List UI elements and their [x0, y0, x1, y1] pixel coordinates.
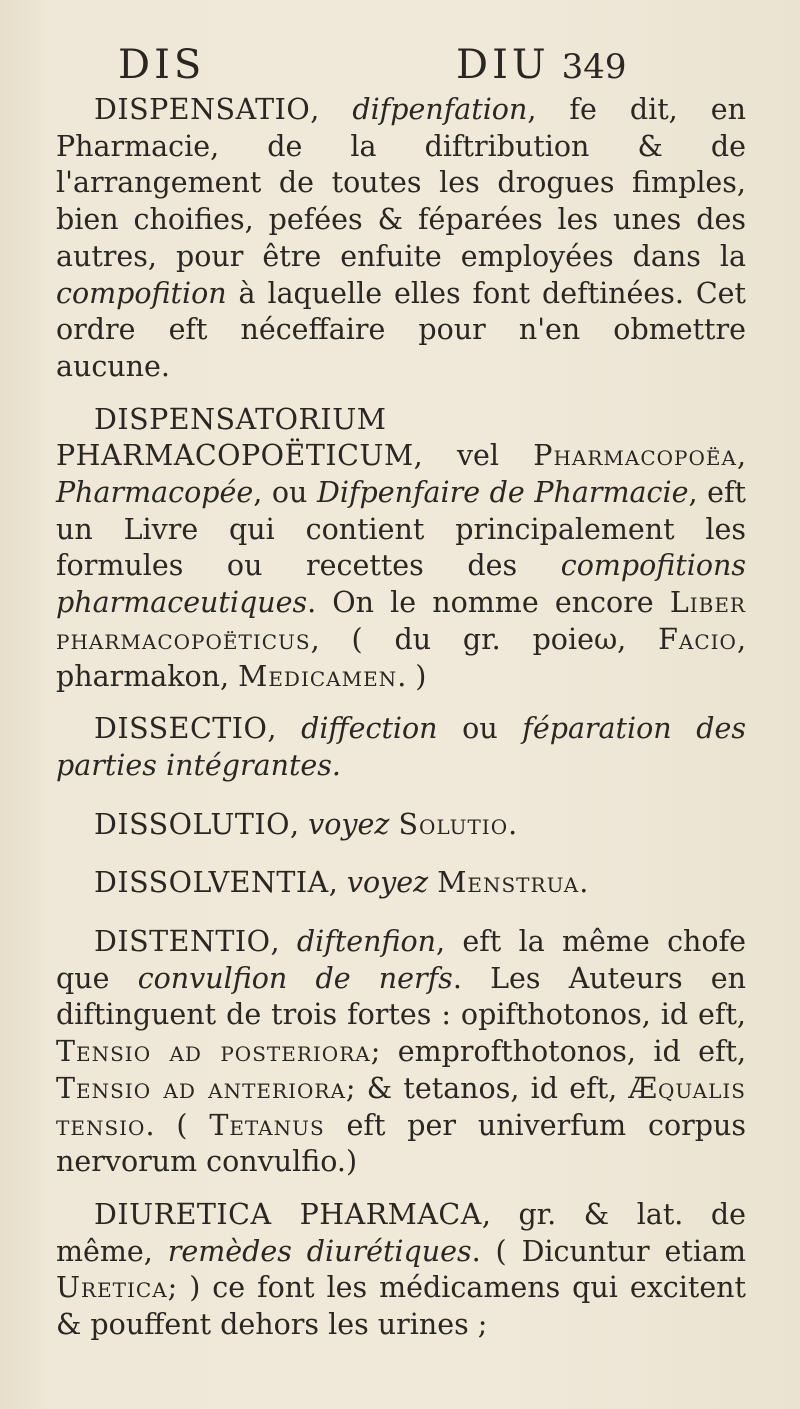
headword: DISTENTIO — [94, 925, 271, 959]
entry-dissolutio: DISSOLUTIO, voyez Solutio. — [94, 807, 518, 841]
entry-dispensatorium: DISPENSATORIUM PHARMACOPOËTICUM, vel Pharmacopoëa, Pharmacopée, ou Difpenfaire de Pharmacie, eft un Livre qui contient principalement les formules ou recettes des compofitions pharmaceutiques. On le nomme encore Liber pharmacopoëticus, ( du gr. poieω, Facio, pharmakon, Medicamen. ) — [56, 402, 746, 693]
running-head — [118, 42, 658, 92]
running-head-right — [456, 42, 627, 88]
italic-term: Difpenfaire de Pharmacie — [316, 476, 689, 510]
italic-term: difpenfation — [352, 93, 528, 126]
entry-distentio: DISTENTIO, diftenfion, eft la même chofe que convulfion de nerfs. Les Auteurs en diftinguent de trois fortes : opifthotonos, id eft, Tensio ad posteriora; emprofthotonos, id eft, Tensio ad anteriora; & tetanos, id eft, Æqualis tensio. ( Tetanus eft per univerfum corpus nervorum convulfio.) — [56, 925, 747, 1179]
headword: DISSOLVENTIA — [94, 866, 329, 900]
headword: DISPENSATORIUM PHARMACOPOËTICUM — [56, 402, 414, 473]
italic-term: diftenfion — [296, 925, 437, 959]
small-caps-term: Tensio ad anteriora — [56, 1071, 346, 1105]
italic-term: compofitions pharmaceutiques — [56, 549, 746, 620]
entry-dissolventia: DISSOLVENTIA, voyez Menstrua. — [94, 866, 589, 900]
small-caps-term: Liber pharmacopoëticus — [56, 586, 746, 656]
headword: DISSOLUTIO — [94, 807, 291, 841]
entry-diuretica: DIURETICA PHARMACA, gr. & lat. de même, remèdes diurétiques. ( Dicuntur etiam Uretica; ) ce font les médicamens qui excitent & pouffent dehors les urines ; — [56, 1197, 746, 1342]
italic-term: Pharmacopée — [56, 476, 254, 510]
entry-dissectio: DISSECTIO, diffection ou féparation des parties intégrantes. — [56, 712, 746, 782]
small-caps-term: Medicamen — [238, 659, 398, 693]
italic-term: voyez — [308, 807, 390, 841]
running-head-right-word: DIU — [456, 42, 550, 88]
dictionary-column — [56, 92, 746, 1360]
italic-term: convulfion de nerfs — [137, 961, 453, 995]
small-caps-term: Menstrua — [437, 866, 580, 900]
small-caps-term: Pharmacopoëa — [533, 439, 737, 473]
page-number: 349 — [561, 47, 627, 87]
small-caps-term: Uretica — [56, 1271, 168, 1305]
italic-term: féparation des parties intégrantes. — [56, 712, 746, 782]
italic-term: compofition — [56, 276, 227, 310]
italic-term: remèdes diurétiques — [167, 1234, 472, 1268]
italic-term: voyez — [346, 866, 429, 900]
small-caps-term: Æqualis tensio — [56, 1071, 746, 1142]
small-caps-term: Solutio — [398, 807, 509, 841]
entry-dispensatio: DISPENSATIO, difpenfation, fe dit, en Pharmacie, de la diftribution & de l'arrangement de toutes les drogues fimples, bien choifies, pefées & féparées les unes des autres, pour être enfuite employées dans la compofition à laquelle elles font deftinées. Cet ordre eft néceffaire pour n'en obmettre aucune. — [56, 93, 746, 383]
headword: DIURETICA PHARMACA — [94, 1197, 482, 1231]
small-caps-term: Facio — [658, 622, 737, 656]
italic-term: diffection — [301, 712, 438, 746]
small-caps-term: Tensio ad posteriora — [56, 1035, 371, 1069]
headword: DISPENSATIO — [94, 93, 311, 126]
small-caps-term: Tetanus — [209, 1108, 325, 1142]
running-head-left: DIS — [118, 42, 206, 88]
headword: DISSECTIO — [94, 712, 268, 746]
